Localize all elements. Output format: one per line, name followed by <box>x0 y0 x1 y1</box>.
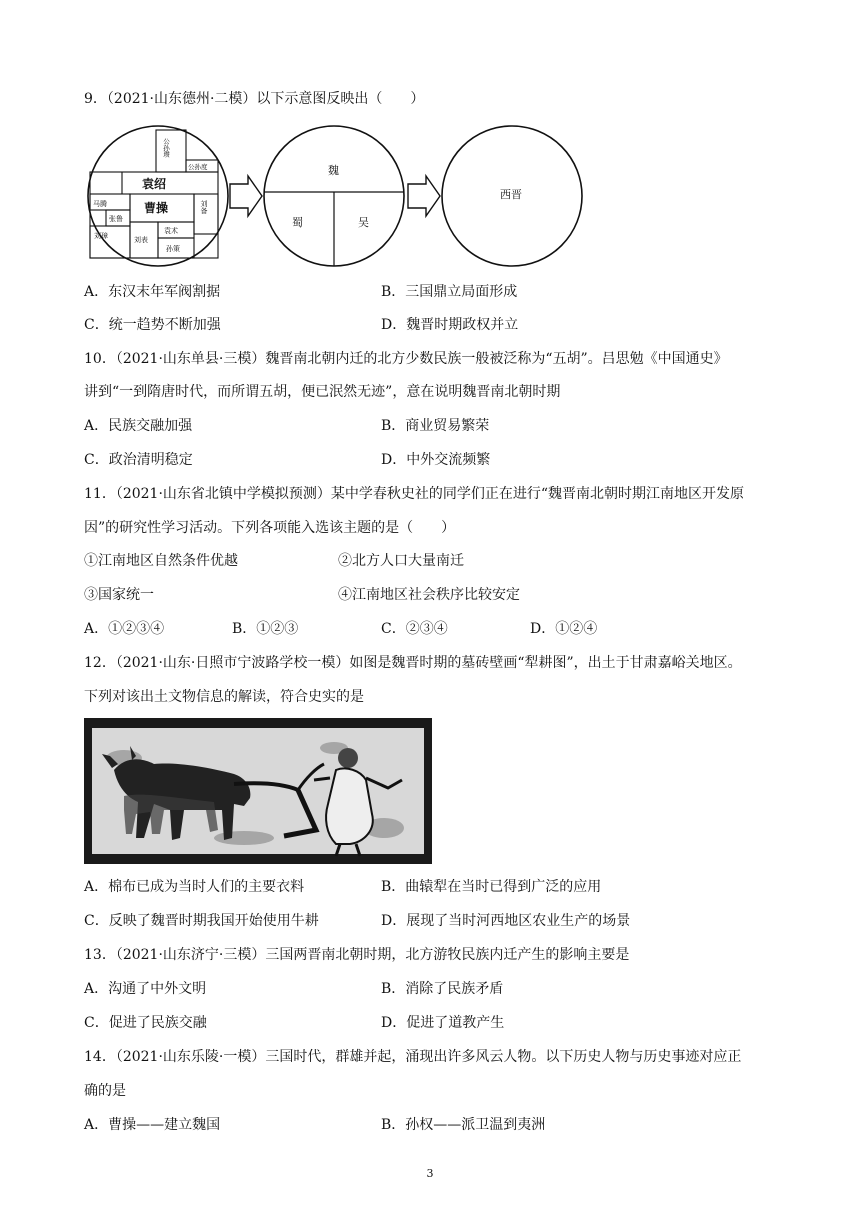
q13-option-c: C．促进了民族交融 <box>84 1015 207 1031</box>
q13-option-b: B．消除了民族矛盾 <box>381 981 504 997</box>
q12-option-d: D．展现了当时河西地区农业生产的场景 <box>381 913 631 929</box>
q11-option-c: C．②③④ <box>381 621 448 637</box>
label-sunce: 孙策 <box>166 245 180 253</box>
question-10-stem-1: 10．（2021·山东单县·三模）魏晋南北朝内迁的北方少数民族一般被泛称为“五胡”。吕思勉《中国通史》 <box>84 351 728 367</box>
label-liuzhang: 刘璋 <box>94 232 108 240</box>
plough-mural-image <box>84 718 432 864</box>
label-caocao: 曹操 <box>144 201 169 215</box>
q11-item-2: ②北方人口大量南迁 <box>338 553 464 569</box>
diagram-circle-warlords <box>88 126 228 266</box>
diagram-circle-three-kingdoms <box>264 126 404 266</box>
q9-option-c: C．统一趋势不断加强 <box>84 317 221 333</box>
page-number: 3 <box>426 1167 434 1180</box>
q10-option-a: A．民族交融加强 <box>84 418 193 434</box>
label-liubiao: 刘表 <box>134 236 148 244</box>
diagram-circle-western-jin <box>442 126 582 266</box>
q9-option-d: D．魏晋时期政权并立 <box>381 317 519 333</box>
q10-option-b: B．商业贸易繁荣 <box>381 418 490 434</box>
question-14-stem-1: 14．（2021·山东乐陵·一模）三国时代，群雄并起，涌现出许多风云人物。以下历史人物与历史事迹对应正 <box>84 1049 742 1065</box>
question-11-stem-2: 因”的研究性学习活动。下列各项能入选该主题的是（ ） <box>84 520 456 536</box>
label-yuanshao: 袁绍 <box>142 177 167 191</box>
q10-option-d: D．中外交流频繁 <box>381 452 491 468</box>
q10-option-c: C．政治清明稳定 <box>84 452 193 468</box>
q13-option-a: A．沟通了中外文明 <box>84 981 207 997</box>
q11-option-a: A．①②③④ <box>84 621 165 637</box>
question-10-stem-2: 讲到“一到隋唐时代，而所谓五胡，便已泯然无迹”，意在说明魏晋南北朝时期 <box>84 384 561 400</box>
regime-diagram <box>84 124 584 274</box>
label-shu: 蜀 <box>292 216 303 229</box>
q12-option-b: B．曲辕犁在当时已得到广泛的应用 <box>381 879 602 895</box>
label-zhanglu: 张鲁 <box>109 215 123 223</box>
label-mateng: 马腾 <box>93 200 107 208</box>
q9-option-a: A．东汉末年军阀割据 <box>84 284 221 300</box>
label-wei: 魏 <box>328 164 339 177</box>
label-yuanshu: 袁术 <box>164 227 178 235</box>
label-wu: 吴 <box>358 216 369 229</box>
question-11-stem-1: 11．（2021·山东省北镇中学模拟预测）某中学春秋史社的同学们正在进行“魏晋南北朝时期江南地区开发原 <box>84 486 745 502</box>
label-xijin: 西晋 <box>500 188 522 201</box>
q11-item-1: ①江南地区自然条件优越 <box>84 553 238 569</box>
arrow-2 <box>408 176 440 216</box>
q11-item-4: ④江南地区社会秩序比较安定 <box>338 587 520 603</box>
q14-option-b: B．孙权——派卫温到夷洲 <box>381 1117 546 1133</box>
q12-option-c: C．反映了魏晋时期我国开始使用牛耕 <box>84 913 319 929</box>
label-gongsunzan: 公孙瓒 <box>162 138 170 158</box>
label-gongsundu: 公孙度 <box>188 163 208 171</box>
question-12-stem-1: 12．（2021·山东·日照市宁波路学校一模）如图是魏晋时期的墓砖壁画“犁耕图”，出土于甘肃嘉峪关地区。 <box>84 655 742 671</box>
question-12-stem-2: 下列对该出土文物信息的解读，符合史实的是 <box>84 689 364 705</box>
q14-option-a: A．曹操——建立魏国 <box>84 1117 221 1133</box>
q11-option-b: B．①②③ <box>232 621 299 637</box>
arrow-1 <box>230 176 262 216</box>
q9-option-b: B．三国鼎立局面形成 <box>381 284 518 300</box>
q12-option-a: A．棉布已成为当时人们的主要衣料 <box>84 879 305 895</box>
question-13-stem: 13．（2021·山东济宁·三模）三国两晋南北朝时期，北方游牧民族内迁产生的影响主要是 <box>84 947 630 963</box>
q11-option-d: D．①②④ <box>530 621 598 637</box>
label-liubei: 刘备 <box>200 200 208 214</box>
q13-option-d: D．促进了道教产生 <box>381 1015 505 1031</box>
question-14-stem-2: 确的是 <box>84 1083 126 1099</box>
q11-item-3: ③国家统一 <box>84 587 154 603</box>
question-9-stem: 9．（2021·山东德州·二模）以下示意图反映出（ ） <box>84 91 425 107</box>
